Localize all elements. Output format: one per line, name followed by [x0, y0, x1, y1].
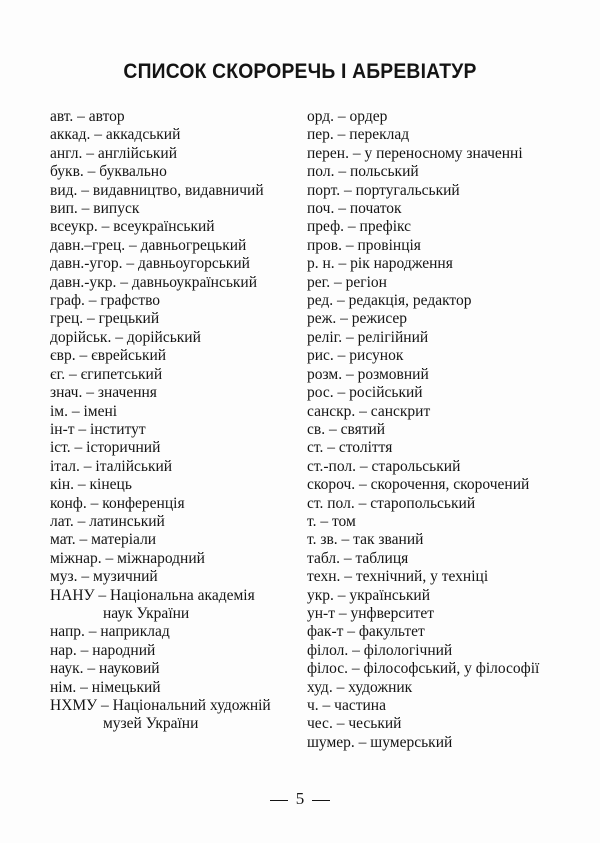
abbreviation-text: пров. – провінція — [307, 236, 421, 254]
abbreviation-text: давн.–грец. – давньогрецький — [50, 236, 247, 254]
abbreviation-entry — [307, 623, 567, 641]
abbreviation-entry — [307, 476, 567, 494]
abbreviation-entry — [307, 145, 567, 163]
abbreviation-entry — [50, 163, 300, 181]
abbreviation-entry — [307, 329, 567, 347]
abbreviation-entry — [50, 697, 300, 734]
abbreviation-entry — [50, 660, 300, 678]
abbreviation-text: рис. – рисунок — [307, 347, 404, 365]
abbreviation-entry — [307, 605, 567, 623]
abbreviation-entry — [50, 403, 300, 421]
abbreviation-text: поч. – початок — [307, 200, 402, 218]
abbreviation-entry — [50, 458, 300, 476]
abbreviation-entry — [50, 642, 300, 660]
abbreviation-text: санскр. – санскрит — [307, 402, 431, 420]
abbreviation-entry — [50, 476, 300, 494]
abbreviation-text: конф. – конференція — [50, 494, 185, 512]
abbreviation-text: техн. – технічний, у техніці — [307, 568, 489, 586]
abbreviation-text: рег. – регіон — [307, 273, 387, 291]
abbreviation-text: пер. – переклад — [307, 126, 410, 144]
abbreviation-entry — [50, 292, 300, 310]
abbreviation-entry — [307, 237, 567, 255]
abbreviation-entry — [50, 329, 300, 347]
abbreviation-text: всеукр. – всеукраїнський — [50, 218, 215, 236]
abbreviation-entry — [307, 679, 567, 697]
abbreviation-text: мат. – матеріали — [50, 531, 157, 549]
abbreviation-text: ч. – частина — [307, 697, 386, 714]
abbreviation-entry — [50, 587, 300, 624]
abbreviation-text: фак-т – факультет — [307, 623, 425, 641]
abbreviation-entry — [307, 458, 567, 476]
abbreviation-text: філол. – філологічний — [307, 641, 453, 659]
abbreviation-text: єг. – єгипетський — [50, 365, 163, 383]
abbreviation-entry — [50, 623, 300, 641]
abbreviation-text: табл. – таблиця — [307, 549, 409, 567]
abbreviation-entry — [307, 495, 567, 513]
abbreviation-text: орд. – ордер — [307, 108, 388, 125]
abbreviation-text: розм. – розмовний — [307, 365, 429, 383]
abbreviation-text: знач. – значення — [50, 384, 157, 402]
abbreviation-entry — [50, 531, 300, 549]
abbreviation-text: НХМУ – Національний художній — [50, 697, 271, 714]
abbreviation-text: євр. – єврейський — [50, 347, 167, 365]
abbreviation-entry — [50, 274, 300, 292]
abbreviation-entry — [50, 182, 300, 200]
abbreviation-text: лат. – латинський — [50, 512, 165, 530]
abbreviation-text: букв. – буквально — [50, 163, 167, 181]
footer-dash-left — [270, 800, 288, 801]
abbreviation-entry — [307, 182, 567, 200]
abbreviation-text: пол. – польський — [307, 163, 419, 181]
abbreviation-entry — [50, 108, 300, 126]
abbreviation-text: т. – том — [307, 512, 356, 530]
abbreviation-text: ун-т – унфверситет — [307, 604, 435, 622]
abbreviation-entry — [307, 642, 567, 660]
abbreviation-text: реліг. – релігійний — [307, 328, 429, 346]
abbreviation-text: нім. – німецький — [50, 678, 161, 696]
abbreviation-text: іст. – історичний — [50, 439, 161, 457]
abbreviation-text: ст.-пол. – старольський — [307, 457, 461, 475]
abbreviation-text: граф. – графство — [50, 292, 161, 310]
abbreviation-entry — [307, 108, 567, 126]
abbreviation-entry — [50, 550, 300, 568]
abbreviation-text: філос. – філософський, у філософії — [307, 660, 540, 678]
abbreviation-text: ім. – імені — [50, 402, 118, 420]
abbreviation-entry — [307, 550, 567, 568]
abbreviation-entry — [50, 568, 300, 586]
abbreviation-entry — [307, 439, 567, 457]
abbreviation-entry — [50, 310, 300, 328]
abbreviation-text: англ. – англійський — [50, 144, 178, 162]
abbreviation-entry — [307, 660, 567, 678]
abbreviation-text: рос. – російський — [307, 384, 423, 402]
abbreviation-entry — [307, 384, 567, 402]
abbreviation-entry — [50, 347, 300, 365]
abbreviation-text: наук. – науковий — [50, 660, 160, 678]
abbreviation-text: італ. – італійський — [50, 457, 173, 475]
abbreviation-entry — [307, 310, 567, 328]
abbreviation-text: преф. – префікс — [307, 218, 412, 236]
abbreviation-entry — [307, 568, 567, 586]
abbreviation-entry — [307, 715, 567, 733]
abbreviation-text: ред. – редакція, редактор — [307, 292, 472, 310]
abbreviation-text: давн.-укр. – давньоукраїнський — [50, 273, 258, 291]
page-number: 5 — [295, 789, 305, 808]
abbreviation-entry — [50, 679, 300, 697]
abbreviation-text: порт. – португальський — [307, 181, 460, 199]
abbreviation-entry — [50, 255, 300, 273]
abbreviation-text: ст. – століття — [307, 439, 393, 457]
abbreviation-text: вид. – видавництво, видавничий — [50, 181, 264, 199]
abbreviation-entry — [50, 218, 300, 236]
abbreviation-text: чес. – чеський — [307, 715, 402, 733]
abbreviation-text: вип. – випуск — [50, 200, 140, 218]
abbreviation-entry — [50, 384, 300, 402]
page-footer — [0, 789, 600, 809]
abbreviation-entry — [307, 200, 567, 218]
abbreviation-text: ін-т – інститут — [50, 420, 146, 438]
abbreviation-text: авт. – автор — [50, 108, 125, 125]
abbreviation-text: скороч. – скорочення, скорочений — [307, 476, 530, 494]
abbreviation-text: ст. пол. – старопольський — [307, 494, 476, 512]
abbreviation-text: т. зв. – так званий — [307, 531, 424, 549]
abbreviation-text: муз. – музичний — [50, 568, 158, 586]
abbreviation-entry — [50, 366, 300, 384]
abbreviation-entry — [50, 495, 300, 513]
abbreviation-entry — [50, 200, 300, 218]
abbreviation-entry — [50, 439, 300, 457]
abbreviation-text: худ. – художник — [307, 678, 413, 696]
abbreviation-entry — [307, 697, 567, 715]
abbreviation-entry — [307, 531, 567, 549]
abbreviation-text: аккад. – аккадський — [50, 126, 181, 144]
abbreviation-entry — [307, 421, 567, 439]
abbreviation-continuation: наук України — [103, 604, 190, 622]
abbreviation-entry — [307, 292, 567, 310]
abbreviation-entry — [307, 513, 567, 531]
footer-dash-right — [312, 800, 330, 801]
abbreviation-entry — [50, 126, 300, 144]
abbreviation-text: нар. – народний — [50, 641, 156, 659]
abbreviation-entry — [307, 347, 567, 365]
abbreviation-text: дорійськ. – дорійський — [50, 328, 201, 346]
abbreviation-entry — [307, 255, 567, 273]
abbreviation-entry — [50, 421, 300, 439]
abbreviation-entry — [307, 274, 567, 292]
abbreviation-entry — [307, 126, 567, 144]
abbreviation-entry — [307, 218, 567, 236]
page-title: СПИСОК СКОРОРЕЧЬ І АБРЕВІАТУР — [123, 60, 477, 83]
abbreviation-entry — [50, 513, 300, 531]
abbreviation-entry — [50, 145, 300, 163]
abbreviation-entry — [50, 237, 300, 255]
abbreviation-list-left — [50, 108, 300, 734]
abbreviation-entry — [307, 163, 567, 181]
abbreviation-text: НАНУ – Національна академія — [50, 586, 255, 604]
abbreviation-text: реж. – режисер — [307, 310, 408, 328]
abbreviation-text: р. н. – рік народження — [307, 255, 453, 273]
abbreviation-text: св. – святий — [307, 420, 386, 438]
abbreviation-list-right — [307, 108, 567, 752]
abbreviation-entry — [307, 403, 567, 421]
abbreviation-entry — [307, 366, 567, 384]
abbreviation-text: давн.-угор. – давньоугорський — [50, 255, 250, 273]
abbreviation-entry — [307, 734, 567, 752]
abbreviation-text: укр. – український — [307, 586, 430, 604]
abbreviation-text: грец. – грецький — [50, 310, 160, 328]
abbreviation-continuation: музей України — [103, 715, 199, 733]
abbreviation-text: перен. – у переносному значенні — [307, 144, 523, 162]
abbreviation-text: шумер. – шумерський — [307, 733, 453, 751]
abbreviation-text: напр. – наприклад — [50, 623, 170, 641]
abbreviation-text: міжнар. – міжнародний — [50, 549, 205, 567]
abbreviation-entry — [307, 587, 567, 605]
abbreviation-text: кін. – кінець — [50, 476, 132, 494]
